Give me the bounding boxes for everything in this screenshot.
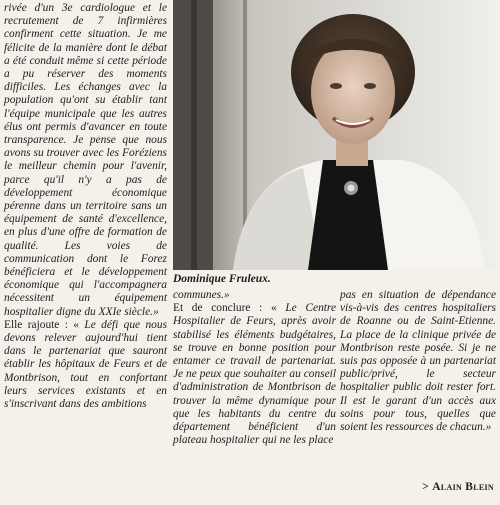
author-name: Alain Blein xyxy=(432,481,494,493)
article-column-right xyxy=(340,289,496,434)
quote-text-second: Le défi que nous devons relever aujourd'hui tient dans le partenariat que sauront établir les hôpitaux de Feurs et de Montbrison, tout en confortant leurs services existants et en s'inscrivant dans des ambitions xyxy=(4,318,167,411)
portrait-photo xyxy=(173,0,496,270)
article-column-left xyxy=(4,2,167,411)
quote-continuation: communes.» xyxy=(173,289,230,301)
conclude-intro: Et de conclure : « xyxy=(173,302,277,315)
portrait-image xyxy=(173,0,496,270)
quote-text: rivée d'un 3e cardiologue et le recrutement de 7 infirmières confirment cette situation. Je me félicite de la manière dont le débat a été conduit même si cette période a pu réserver des moments difficiles. Les échanges avec la population qu'ont su établir tant l'équipe municipale que les autres élus ont permis d'avancer en toute transparence. Je pense que nous avons su trouver avec les Foréziens le meilleur chemin pour l'avenir, parce qu'il n'y a pas de développement économique pérenne dans un territoire sans un équipement de santé d'excellence, en plus d'une offre de formation de qualité. Les voies de communication dont le Forez bénéficiera et le développement économique qui l'accompagnera nécessitent un équipement hospitalier digne du XXIe siècle.» xyxy=(4,2,167,318)
quote-text-conclusion: Le Centre Hospitalier de Feurs, après avoir stabilisé les éléments budgétaires, se trouve en bonne position pour entamer ce travail de partenariat. Je ne peux que souhaiter au conseil d'administration de Montbrison de trouver la même dynamique pour que les habitants du centre du département bénéficient d'un plateau hospitalier qui ne les place xyxy=(173,302,336,447)
article-column-middle xyxy=(173,289,336,447)
photo-caption: Dominique Fruleux. xyxy=(173,273,271,285)
quote-text-end: pas en situation de dépendance vis-à-vis des centres hospitaliers de Roanne ou de Saint-Etienne. La place de la clinique privée de Montbrison reste posée. Si je ne suis pas opposée à un partenariat public/privé, le secteur hospitalier public doit rester fort. Il est le garant d'un accès aux soins pour tous, quelles que soient les ressources de chacun.» xyxy=(340,289,496,434)
signature-arrow: > xyxy=(422,481,430,493)
adds-intro: Elle rajoute : « xyxy=(4,318,79,331)
author-signature xyxy=(422,481,494,493)
